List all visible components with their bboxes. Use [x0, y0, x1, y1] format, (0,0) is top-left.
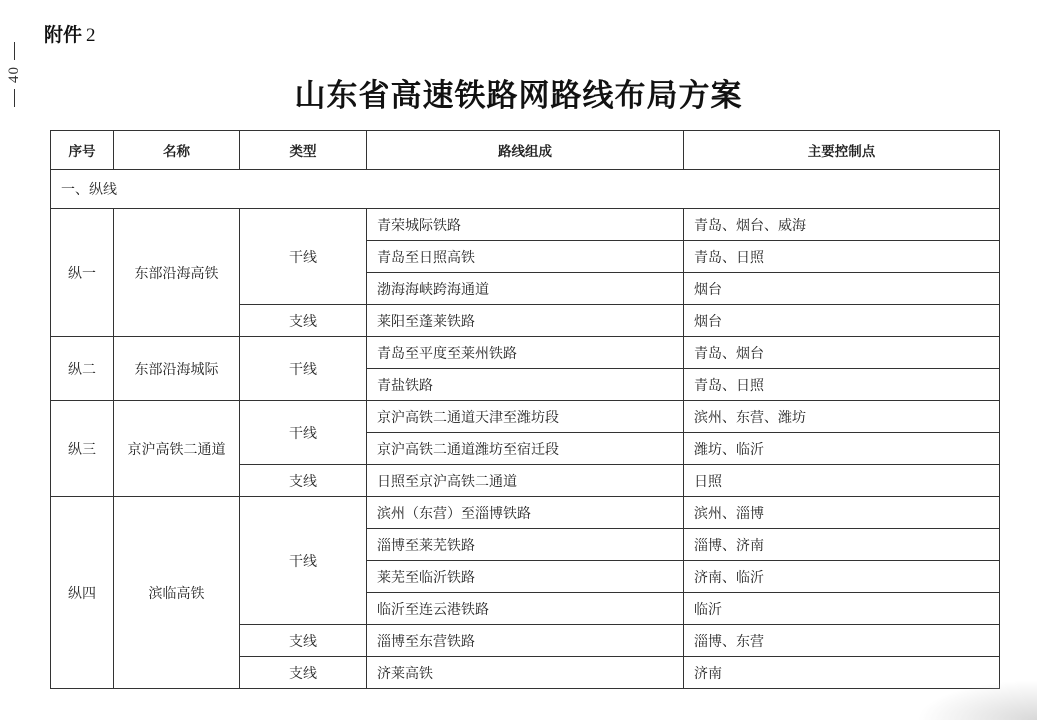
table-row — [51, 401, 1000, 433]
cell-index: 纵一 — [51, 209, 114, 337]
cell-route: 青岛至日照高铁 — [367, 241, 684, 273]
cell-type: 支线 — [240, 625, 367, 657]
cell-route: 淄博至莱芜铁路 — [367, 529, 684, 561]
cell-route: 莱芜至临沂铁路 — [367, 561, 684, 593]
cell-control-points: 淄博、济南 — [684, 529, 1000, 561]
cell-name: 东部沿海城际 — [114, 337, 240, 401]
header-index: 序号 — [51, 131, 114, 170]
cell-control-points: 烟台 — [684, 305, 1000, 337]
table-header-row — [51, 131, 1000, 170]
cell-type: 支线 — [240, 305, 367, 337]
table-row — [51, 209, 1000, 241]
cell-control-points: 滨州、淄博 — [684, 497, 1000, 529]
cell-route: 滨州（东营）至淄博铁路 — [367, 497, 684, 529]
section-row — [51, 170, 1000, 209]
cell-control-points: 潍坊、临沂 — [684, 433, 1000, 465]
cell-type: 干线 — [240, 337, 367, 401]
cell-route: 青盐铁路 — [367, 369, 684, 401]
table-body — [51, 170, 1000, 689]
cell-route: 京沪高铁二通道潍坊至宿迁段 — [367, 433, 684, 465]
page-number: 40 — [5, 66, 22, 83]
attachment-number: 2 — [86, 25, 96, 46]
cell-route: 青岛至平度至莱州铁路 — [367, 337, 684, 369]
cell-route: 济莱高铁 — [367, 657, 684, 689]
cell-type: 支线 — [240, 657, 367, 689]
cell-route: 青荣城际铁路 — [367, 209, 684, 241]
document-title: 山东省高速铁路网路线布局方案 — [294, 78, 743, 114]
table-row — [51, 497, 1000, 529]
cell-name: 东部沿海高铁 — [114, 209, 240, 337]
cell-name: 京沪高铁二通道 — [114, 401, 240, 497]
cell-control-points: 青岛、烟台 — [684, 337, 1000, 369]
cell-route: 渤海海峡跨海通道 — [367, 273, 684, 305]
cell-type: 干线 — [240, 497, 367, 625]
cell-route: 莱阳至蓬莱铁路 — [367, 305, 684, 337]
cell-index: 纵三 — [51, 401, 114, 497]
cell-control-points: 青岛、烟台、威海 — [684, 209, 1000, 241]
cell-type: 支线 — [240, 465, 367, 497]
cell-control-points: 济南、临沂 — [684, 561, 1000, 593]
page-marker-dash-top — [14, 42, 15, 60]
cell-route: 京沪高铁二通道天津至潍坊段 — [367, 401, 684, 433]
cell-index: 纵四 — [51, 497, 114, 689]
cell-control-points: 日照 — [684, 465, 1000, 497]
cell-control-points: 青岛、日照 — [684, 369, 1000, 401]
cell-control-points: 临沂 — [684, 593, 1000, 625]
cell-control-points: 滨州、东营、潍坊 — [684, 401, 1000, 433]
route-layout-table — [50, 130, 1000, 689]
attachment-text: 附件 — [44, 24, 83, 46]
cell-control-points: 青岛、日照 — [684, 241, 1000, 273]
header-name: 名称 — [114, 131, 240, 170]
cell-control-points: 济南 — [684, 657, 1000, 689]
page-corner-shadow — [917, 680, 1037, 720]
cell-control-points: 淄博、东营 — [684, 625, 1000, 657]
cell-index: 纵二 — [51, 337, 114, 401]
header-type: 类型 — [240, 131, 367, 170]
attachment-label — [44, 20, 96, 47]
cell-type: 干线 — [240, 401, 367, 465]
header-control-points: 主要控制点 — [684, 131, 1000, 170]
cell-route: 淄博至东营铁路 — [367, 625, 684, 657]
header-route: 路线组成 — [367, 131, 684, 170]
table-row — [51, 337, 1000, 369]
section-label: 一、纵线 — [51, 170, 1000, 209]
cell-route: 临沂至连云港铁路 — [367, 593, 684, 625]
cell-route: 日照至京沪高铁二通道 — [367, 465, 684, 497]
cell-type: 干线 — [240, 209, 367, 305]
cell-name: 滨临高铁 — [114, 497, 240, 689]
cell-control-points: 烟台 — [684, 273, 1000, 305]
